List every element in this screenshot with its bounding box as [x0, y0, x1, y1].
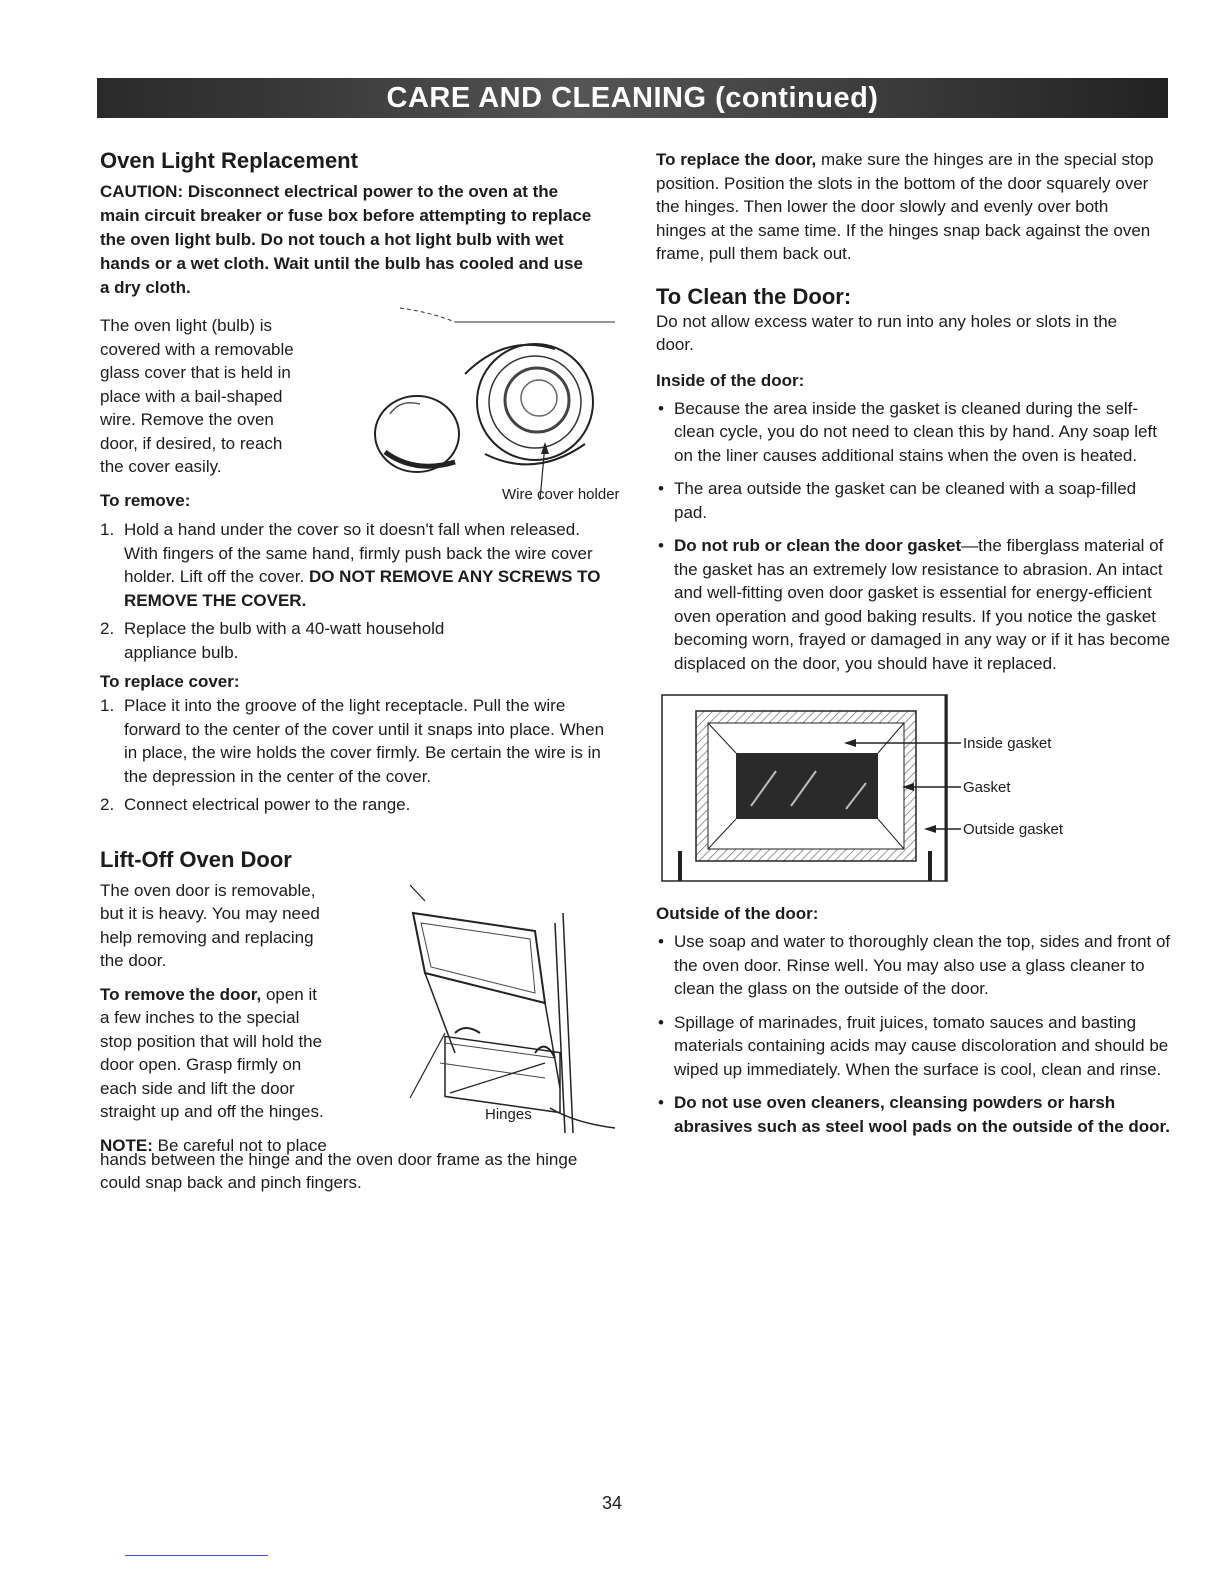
- step-warning: DO NOT REMOVE ANY SCREWS TO REMOVE THE COVER.: [124, 567, 601, 610]
- gasket-label: Gasket: [963, 779, 1011, 796]
- wire-cover-holder-label: Wire cover holder: [502, 486, 620, 503]
- section-header: [97, 78, 1168, 118]
- replace-door-paragraph: [656, 148, 1156, 266]
- inside-door-bullets: [656, 397, 1171, 676]
- intro-line: but it is heavy. You may need: [100, 904, 320, 923]
- bullet-text: Use soap and water to thoroughly clean the top, sides and front of the oven door. Rinse well. You may also use a glass cleaner to clean the glass on the outside of the door.: [674, 932, 1171, 998]
- bullet-item: [656, 930, 1171, 1001]
- bullet-text: —the fiberglass material of the gasket has an extremely low resistance to abrasion. An intact and well-fitting oven door gasket is essential for energy-efficient oven operation and good baking results. If you notice the gasket becoming worn, frayed or damaged in any way or if it has become displaced on the door, you should have it replaced.: [674, 536, 1171, 673]
- note-rest: hands between the hinge and the oven door frame as the hinge could snap back and pinch fingers.: [100, 1149, 578, 1192]
- bullet-text: Because the area inside the gasket is cleaned during the self-clean cycle, you do not need to clean this by hand. Any soap left on the liner causes additional stains when the oven is heated.: [674, 398, 1157, 465]
- step-number: 2.: [100, 795, 115, 814]
- inside-gasket-label: Inside gasket: [963, 735, 1052, 752]
- to-remove-heading: To remove:: [100, 491, 191, 510]
- intro-line: glass cover that is held in: [100, 363, 291, 382]
- oven-light-intro-block: [100, 314, 620, 510]
- lift-off-title: Lift-Off Oven Door: [100, 846, 292, 872]
- remove-door-line: [100, 983, 390, 1007]
- intro-line: The oven door is removable,: [100, 880, 316, 900]
- replace-door-text: make sure the hinges are in the special stop position. Position the slots in the bottom of the door squarely over the hinges. Then lower the door slowly and evenly over both hinges at the same time. If the hinges snap back against the oven frame, pull them back out.: [656, 150, 1154, 263]
- oven-light-caution: CAUTION: Disconnect electrical power to the oven at the main circuit breaker or fuse box before attempting to replace the oven light bulb. Do not touch a hot light bulb with wet hands or a wet cloth. Wait until the bulb has cooled and use a dry cloth.: [100, 182, 592, 297]
- remove-door-line: each side and lift the door: [100, 1078, 295, 1098]
- oven-light-title: Oven Light Replacement: [100, 148, 358, 173]
- bullet-item: [656, 477, 1171, 524]
- hinges-label: Hinges: [485, 1105, 532, 1123]
- remove-door-line: stop position that will hold the: [100, 1031, 323, 1051]
- door-gasket-diagram: [656, 691, 1171, 886]
- replace-steps: [100, 694, 610, 817]
- step-number: 1.: [100, 520, 115, 539]
- bullet-bold: Do not rub or clean the door gasket: [674, 536, 962, 555]
- inside-door-heading: Inside of the door:: [656, 370, 805, 390]
- intro-line: the cover easily.: [100, 457, 222, 476]
- section-header-title: CARE AND CLEANING (continued): [386, 81, 879, 114]
- step-text: Connect electrical power to the range.: [124, 795, 411, 814]
- lift-off-intro: [100, 879, 390, 1158]
- oven-light-illustration: [345, 304, 620, 504]
- intro-line: door, if desired, to reach: [100, 433, 283, 453]
- intro-line: help removing and replacing: [100, 927, 314, 947]
- bullet-bold: Do not use oven cleaners, cleansing powders or harsh abrasives such as steel wool pads on the outside of the door.: [674, 1093, 1170, 1136]
- bullet-item: [656, 1011, 1171, 1082]
- remove-door-text: open it: [261, 984, 317, 1004]
- step-text: Hold a hand under the cover so it doesn't fall when released. With fingers of the same hand, firmly push back the wire cover holder. Lift off the cover.: [124, 520, 593, 586]
- replace-step: [100, 694, 610, 788]
- remove-steps: [100, 518, 610, 664]
- remove-step: [100, 617, 610, 664]
- replace-step: [100, 793, 610, 817]
- note-text: Be careful not to place: [152, 1135, 327, 1155]
- bullet-item: [656, 1091, 1171, 1138]
- remove-door-lead: To remove the door,: [100, 984, 262, 1004]
- step-number: 1.: [100, 696, 115, 715]
- intro-line: place with a bail-shaped: [100, 386, 283, 406]
- step-text: Place it into the groove of the light receptacle. Pull the wire forward to the center of the cover until it snaps into place. When in place, the wire holds the cover firmly. Be certain the wire is in the depression in the center of the cover.: [124, 696, 605, 786]
- page-number: 34: [601, 1493, 623, 1513]
- clean-door-title: To Clean the Door:: [656, 283, 852, 309]
- step-number: 2.: [100, 619, 115, 638]
- clean-door-intro: Do not allow excess water to run into any holes or slots in the door.: [656, 311, 1118, 354]
- step-text: Replace the bulb with a 40-watt household appliance bulb.: [124, 619, 445, 662]
- remove-door-line: straight up and off the hinges.: [100, 1102, 324, 1121]
- lift-off-door-illustration: [385, 883, 620, 1148]
- note-lead: NOTE:: [100, 1135, 153, 1155]
- note-line: [100, 1134, 390, 1158]
- bullet-text: Spillage of marinades, fruit juices, tomato sauces and basting materials containing acids may cause discoloration and should be wiped up immediately. When the surface is cool, clean and rinse.: [674, 1012, 1169, 1079]
- left-column: [100, 148, 620, 1195]
- remove-door-line: door open. Grasp firmly on: [100, 1055, 302, 1074]
- intro-line: The oven light (bulb) is: [100, 316, 272, 335]
- outside-gasket-label: Outside gasket: [963, 821, 1064, 838]
- intro-line: covered with a removable: [100, 339, 294, 359]
- remove-step: [100, 518, 610, 612]
- intro-line: the door.: [100, 951, 167, 970]
- to-replace-cover-heading: To replace cover:: [100, 672, 240, 691]
- right-column: [656, 148, 1171, 1138]
- footer-line: [125, 1555, 268, 1556]
- outside-door-bullets: [656, 930, 1171, 1138]
- bullet-item: [656, 397, 1171, 468]
- remove-door-line: a few inches to the special: [100, 1008, 300, 1027]
- outside-door-heading: Outside of the door:: [656, 904, 819, 923]
- replace-door-lead: To replace the door,: [656, 150, 817, 169]
- bullet-text: The area outside the gasket can be cleaned with a soap-filled pad.: [674, 479, 1137, 522]
- bullet-item: [656, 534, 1171, 675]
- intro-line: wire. Remove the oven: [100, 410, 274, 429]
- oven-light-intro: [100, 314, 340, 479]
- lift-off-block: [100, 879, 610, 1155]
